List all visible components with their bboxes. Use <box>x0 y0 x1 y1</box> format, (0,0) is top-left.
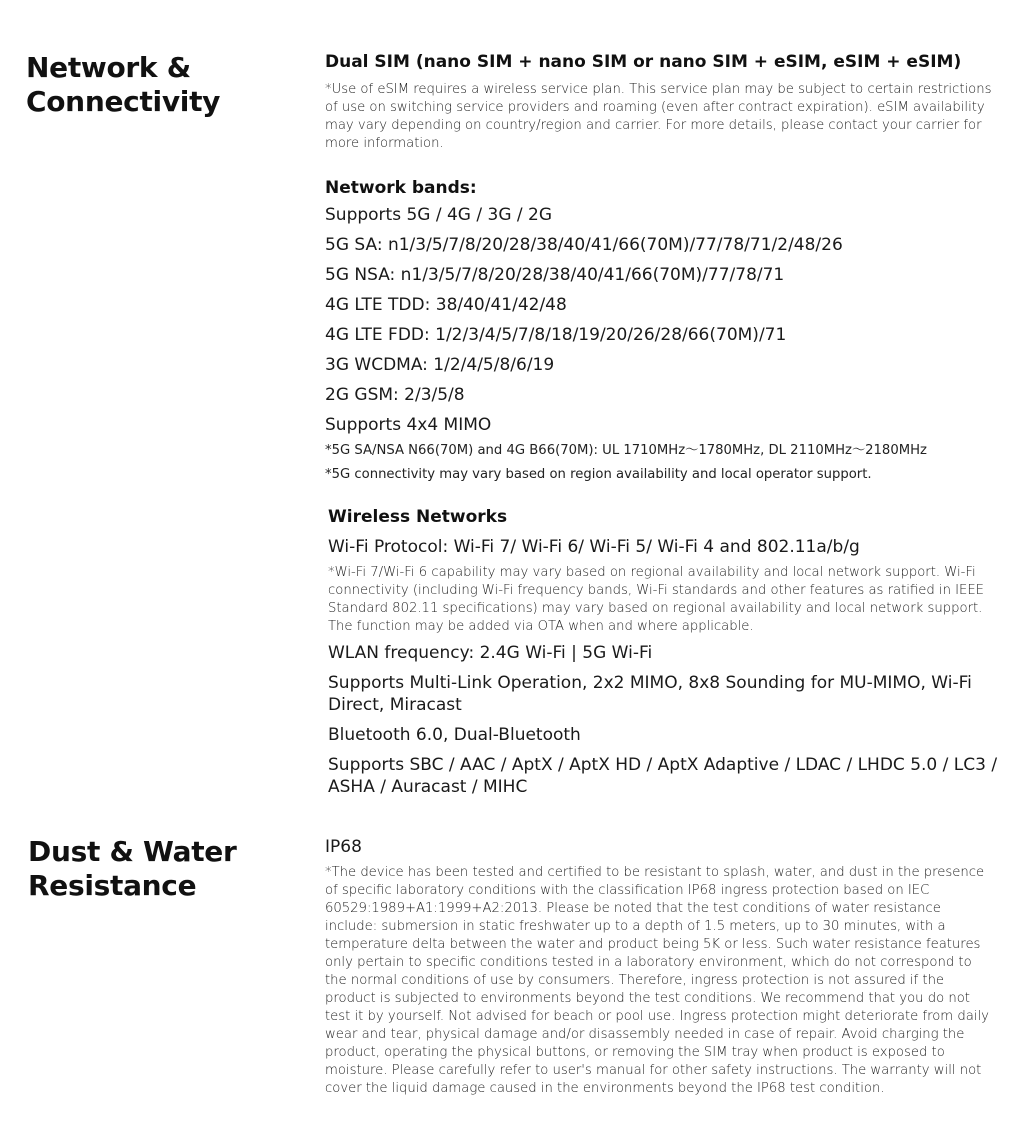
bands-note: *5G SA/NSA N66(70M) and 4G B66(70M): UL 1710MHz～1780MHz, DL 2110MHz～2180MHz <box>325 443 927 458</box>
band-line: Supports 4x4 MIMO <box>325 415 492 435</box>
network-bands-list <box>325 204 1005 436</box>
network-connectivity-heading: Network & Connectivity <box>26 51 221 118</box>
band-line: 5G NSA: n1/3/5/7/8/20/28/38/40/41/66(70M)/77/78/71 <box>325 265 785 285</box>
band-line: Supports 5G / 4G / 3G / 2G <box>325 205 553 225</box>
network-connectivity-content <box>325 51 1005 798</box>
wifi-protocol: Wi-Fi Protocol: Wi-Fi 7/ Wi-Fi 6/ Wi-Fi 5/ Wi-Fi 4 and 802.11a/b/g <box>328 537 860 557</box>
bluetooth: Bluetooth 6.0, Dual-Bluetooth <box>328 725 581 745</box>
band-line: 5G SA: n1/3/5/7/8/20/28/38/40/41/66(70M)/77/78/71/2/48/26 <box>325 235 843 255</box>
dust-water-content <box>325 836 997 1098</box>
dual-sim-note: *Use of eSIM requires a wireless service plan. This service plan may be subject to certain restrictions of use on switching service providers and roaming (even after contract expiration). eSIM availability may vary depending on country/region and carrier. For more details, please contact your carrier for more information. <box>325 82 992 151</box>
wlan-frequency: WLAN frequency: 2.4G Wi-Fi | 5G Wi-Fi <box>328 643 653 663</box>
band-line: 4G LTE FDD: 1/2/3/4/5/7/8/18/19/20/26/28/66(70M)/71 <box>325 325 787 345</box>
ip-rating: IP68 <box>325 837 362 857</box>
band-line: 4G LTE TDD: 38/40/41/42/48 <box>325 295 567 315</box>
ip-rating-note: *The device has been tested and certified to be resistant to splash, water, and dust in the presence of specific laboratory conditions with the classification IP68 ingress protection based on IEC 60529:1989+A1:1999+A2:2013. Please be noted that the test conditions of water resistance include: submersion in static freshwater up to a depth of 1.5 meters, up to 30 minutes, with a temperature delta between the water and product being 5K or less. Such water resistance features only pertain to specific conditions tested in a laboratory environment, which do not correspond to the normal conditions of use by consumers. Therefore, ingress protection is not assured if the product is subjected to environments beyond the test conditions. We recommend that you do not test it by yourself. Not advised for beach or pool use. Ingress protection might deteriorate from daily wear and tear, physical damage and/or disassembly needed in case of repair. Avoid charging the product, operating the physical buttons, or removing the SIM tray when product is exposed to moisture. Please carefully refer to user's manual for other safety instructions. The warranty will not cover the liquid damage caused in the environments beyond the IP68 test condition. <box>325 865 989 1096</box>
wireless-networks-block <box>325 506 1005 798</box>
wireless-networks-title: Wireless Networks <box>328 507 508 527</box>
dust-water-resistance-heading: Dust & Water Resistance <box>28 835 237 902</box>
bands-note: *5G connectivity may vary based on region availability and local operator support. <box>325 467 872 482</box>
dual-sim-title: Dual SIM (nano SIM + nano SIM or nano SIM + eSIM, eSIM + eSIM) <box>325 52 962 72</box>
audio-codecs: Supports SBC / AAC / AptX / AptX HD / AptX Adaptive / LDAC / LHDC 5.0 / LC3 / ASHA / Auracast / MIHC <box>328 755 998 797</box>
band-line: 2G GSM: 2/3/5/8 <box>325 385 465 405</box>
wifi-protocol-note: *Wi-Fi 7/Wi-Fi 6 capability may vary based on regional availability and local network support. Wi-Fi connectivity (including Wi-Fi frequency bands, Wi-Fi standards and other features as ratified in IEEE Standard 802.11 specifications) may vary based on regional availability and local network support. The function may be added via OTA when and where applicable. <box>328 565 985 634</box>
network-bands-title: Network bands: <box>325 178 477 198</box>
multi-link-operation: Supports Multi-Link Operation, 2x2 MIMO, 8x8 Sounding for MU-MIMO, Wi-Fi Direct, Miracast <box>328 673 972 715</box>
band-line: 3G WCDMA: 1/2/4/5/8/6/19 <box>325 355 555 375</box>
